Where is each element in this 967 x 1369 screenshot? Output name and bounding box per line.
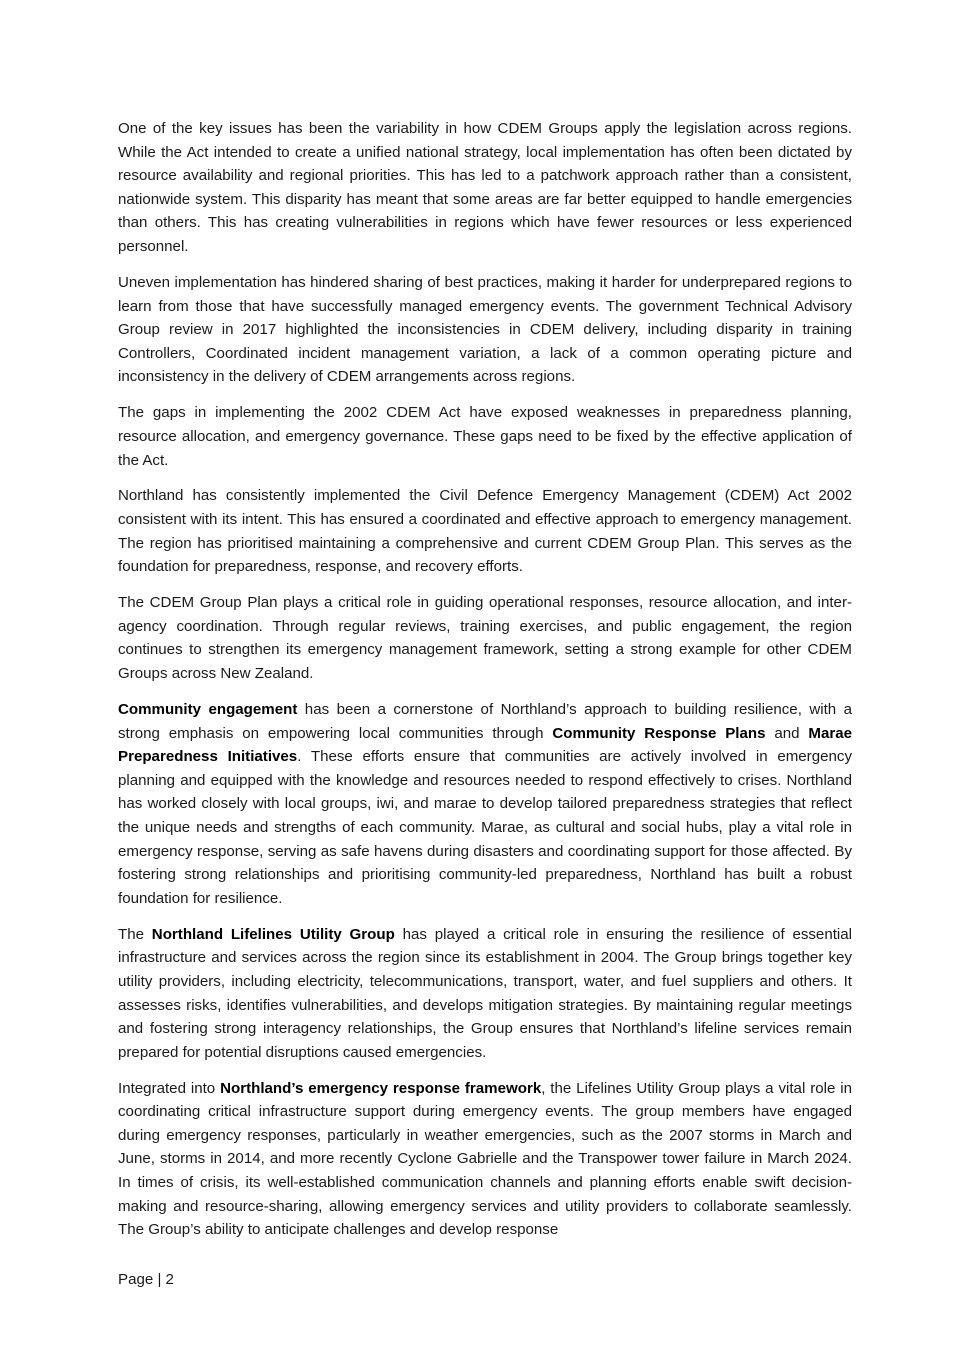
paragraph-integrated-framework: [118, 1077, 852, 1242]
bold-lifelines-utility-group: Northland Lifelines Utility Group: [151, 925, 395, 943]
text-run: The: [118, 925, 152, 943]
text-run: and: [765, 724, 809, 742]
body-text: [118, 117, 852, 1254]
text-run: Integrated into: [118, 1079, 221, 1097]
paragraph-group-plan: The CDEM Group Plan plays a critical role in guiding operational responses, resource allocation, and inter-agency coordination. Through regular reviews, training exercises, and public engagement, the region continues to strengthen its emergency management framework, setting a strong example for other CDEM Groups across New Zealand.: [118, 594, 852, 683]
bold-community-response-plans: Community Response Plans: [552, 724, 766, 742]
bold-emergency-response-framework: Northland’s emergency response framework: [220, 1079, 542, 1097]
paragraph-uneven-implementation: Uneven implementation has hindered sharing of best practices, making it harder for underprepared regions to learn from those that have successfully managed emergency events. The government Technical Advisory Group review in 2017 highlighted the inconsistencies in CDEM delivery, including disparity in training Controllers, Coordinated incident management variation, a lack of a common operating picture and inconsistency in the delivery of CDEM arrangements across regions.: [118, 273, 852, 386]
text-run: , the Lifelines Utility Group plays a vital role in coordinating critical infrastructure support during emergency events. The group members have engaged during emergency responses, particularly in weather emergencies, such as the 2007 storms in March and June, storms in 2014, and more recently Cyclone Gabrielle and the Transpower tower failure in March 2024. In times of crisis, its well-established communication channels and planning efforts enable swift decision-making and resource-sharing, allowing emergency services and utility providers to collaborate seamlessly. The Group’s ability to anticipate challenges and develop response: [118, 1079, 852, 1239]
paragraph-lifelines-group: [118, 923, 852, 1065]
page-number: Page | 2: [118, 1271, 174, 1288]
bold-marae-preparedness: Marae Preparedness Initiatives: [118, 724, 853, 766]
paragraph-variability: One of the key issues has been the variability in how CDEM Groups apply the legislation across regions. While the Act intended to create a unified national strategy, local implementation has often been dictated by resource availability and regional priorities. This has led to a patchwork approach rather than a consistent, nationwide system. This disparity has meant that some areas are far better equipped to handle emergencies than others. This has creating vulnerabilities in regions which have fewer resources or less experienced personnel.: [118, 120, 852, 255]
paragraph-northland-consistent: Northland has consistently implemented the Civil Defence Emergency Management (CDEM) Act 2002 consistent with its intent. This has ensured a coordinated and effective approach to emergency management. The region has prioritised maintaining a comprehensive and current CDEM Group Plan. This serves as the foundation for preparedness, response, and recovery efforts.: [118, 487, 852, 576]
text-run: has played a critical role in ensuring the resilience of essential infrastructure and services across the region since its establishment in 2004. The Group brings together key utility providers, including electricity, telecommunications, transport, water, and fuel suppliers and others. It assesses risks, identifies vulnerabilities, and develops mitigation strategies. By maintaining regular meetings and fostering strong interagency relationships, the Group ensures that Northland’s lifeline services remain prepared for potential disruptions caused emergencies.: [118, 925, 853, 1061]
text-run: has been a cornerstone of Northland’s approach to building resilience, with a strong emphasis on empowering local communities through: [118, 701, 852, 742]
paragraph-gaps: The gaps in implementing the 2002 CDEM Act have exposed weaknesses in preparedness planning, resource allocation, and emergency governance. These gaps need to be fixed by the effective application of the Act.: [118, 404, 852, 469]
paragraph-community-engagement: [118, 698, 852, 910]
text-run: . These efforts ensure that communities are actively involved in emergency planning and equipped with the knowledge and resources needed to respond effectively to crises. Northland has worked closely with local groups, iwi, and marae to develop tailored preparedness strategies that reflect the unique needs and strengths of each community. Marae, as cultural and social hubs, play a vital role in emergency response, serving as safe havens during disasters and coordinating support for those affected. By fostering strong relationships and prioritising community-led preparedness, Northland has built a robust foundation for resilience.: [118, 748, 852, 907]
bold-community-engagement: Community engagement: [118, 701, 298, 719]
